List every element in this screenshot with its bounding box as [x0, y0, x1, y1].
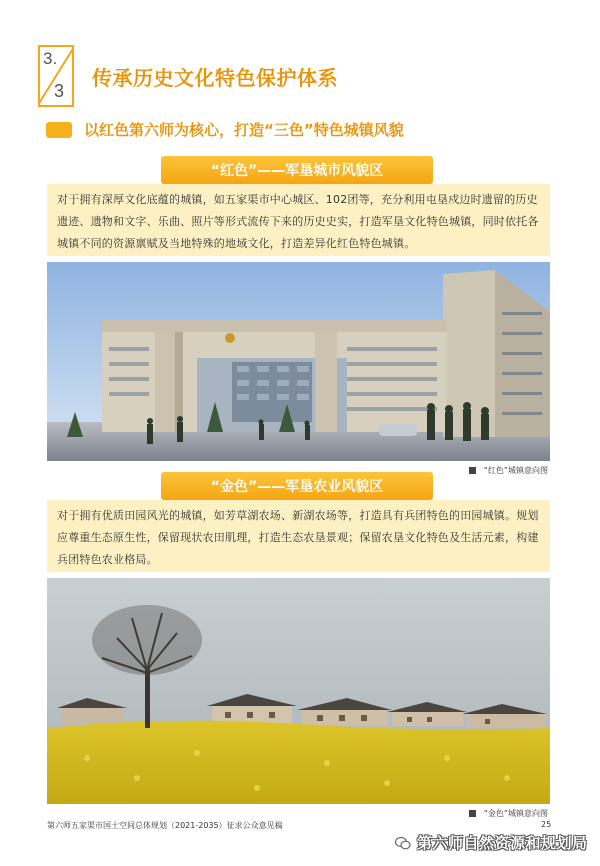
subheading — [46, 119, 404, 140]
gold-zone-banner: “金色”——军垦农业风貌区 — [161, 472, 433, 500]
section-number-box — [38, 45, 74, 107]
page-number: 25 — [541, 820, 552, 829]
caption-square-icon — [469, 467, 476, 474]
caption-text: “金色”城镇意向图 — [483, 809, 548, 818]
section-number-top: 3. — [43, 49, 58, 68]
subheading-marker-icon — [46, 122, 72, 138]
watermark-text: 第六师自然资源和规划局 — [417, 834, 588, 852]
gold-town-image — [47, 578, 550, 804]
red-town-image — [47, 262, 550, 461]
watermark — [395, 832, 588, 853]
caption-text: “红色”城镇意向图 — [483, 466, 548, 475]
section-number-bottom: 3 — [54, 81, 65, 101]
gold-town-caption — [469, 808, 548, 819]
wechat-icon — [395, 836, 411, 850]
subheading-text: 以红色第六师为核心，打造“三色”特色城镇风貌 — [84, 121, 404, 139]
gold-zone-paragraph: 对于拥有优质田园风光的城镇，如芳草湖农场、新湖农场等，打造具有兵团特色的田园城镇。规划应尊重生态原生性，保留现状农田肌理，打造生态农垦景观；保留农垦文化特色及生活元素，构建兵团特色农业格局。 — [47, 500, 550, 572]
section-title: 传承历史文化特色保护体系 — [92, 66, 338, 90]
red-zone-banner: “红色”——军垦城市风貌区 — [161, 156, 433, 184]
caption-square-icon — [469, 810, 476, 817]
red-zone-paragraph: 对于拥有深厚文化底蕴的城镇，如五家渠市中心城区、102团等，充分利用屯垦戍边时遗留的历史遗迹、遗物和文字、乐曲、照片等形式流传下来的历史史实，打造军垦文化特色城镇，同时依托各城镇不同的资源禀赋及当地特殊的地域文化，打造差异化红色特色城镇。 — [47, 184, 550, 256]
footer-text: 第六师五家渠市国土空间总体规划（2021-2035）征求公众意见稿 — [47, 821, 283, 830]
red-town-caption — [469, 465, 548, 476]
